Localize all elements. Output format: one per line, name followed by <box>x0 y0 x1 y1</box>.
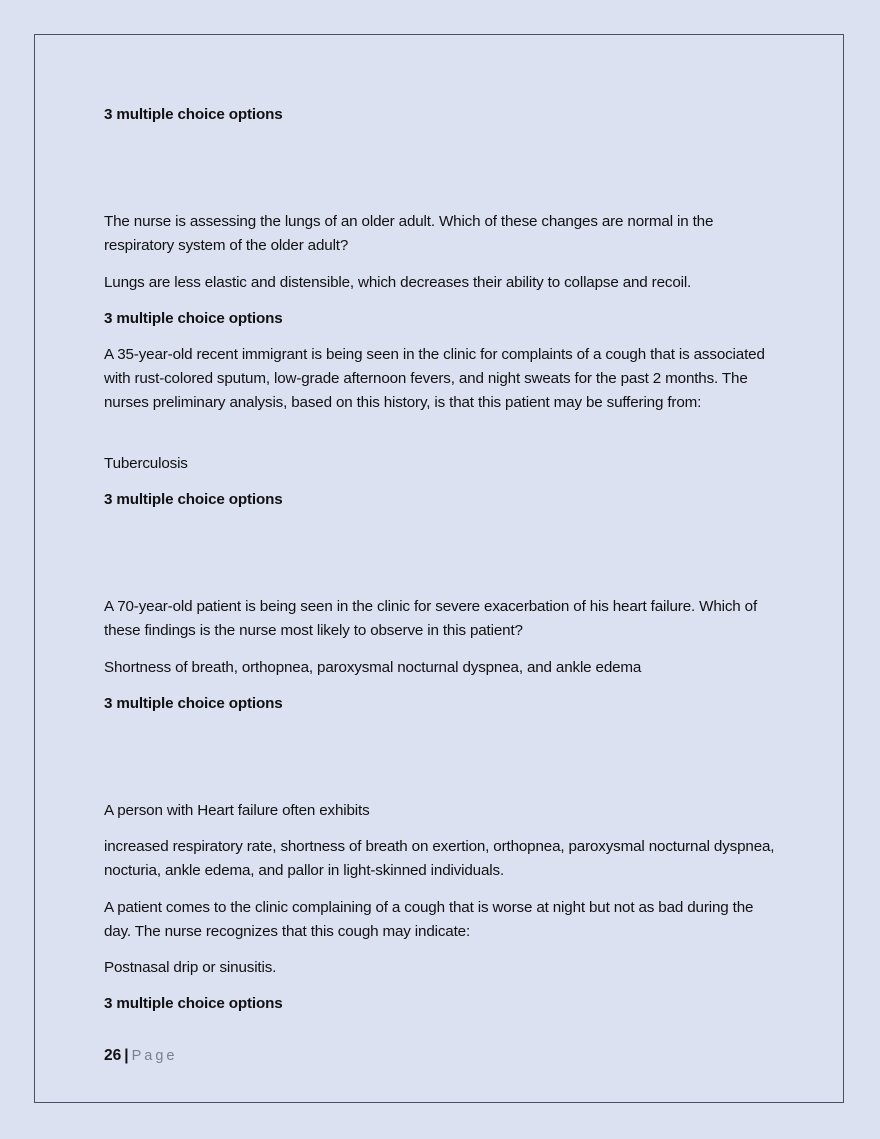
options-label: 3 multiple choice options <box>104 995 283 1012</box>
question-text: A 35-year-old recent immigrant is being seen in the clinic for complaints of a cough that is associated with rust-colored sputum, low-grade afternoon fevers, and night sweats for the past 2 months. The nurses preliminary analysis, based on this history, is that this patient may be suffering from: <box>104 346 765 411</box>
answer-text: Lungs are less elastic and distensible, which decreases their ability to collapse and recoil. <box>104 274 692 291</box>
options-label: 3 multiple choice options <box>104 310 283 327</box>
question-text: The nurse is assessing the lungs of an older adult. Which of these changes are normal in the respiratory system of the older adult? <box>104 213 714 254</box>
answer-text: Tuberculosis <box>104 455 188 472</box>
footer-separator: | <box>124 1047 129 1064</box>
options-label: 3 multiple choice options <box>104 106 283 123</box>
page-footer <box>104 1045 177 1067</box>
answer-text: Shortness of breath, orthopnea, paroxysmal nocturnal dyspnea, and ankle edema <box>104 659 642 676</box>
question-text: A person with Heart failure often exhibits <box>104 802 370 819</box>
answer-text: increased respiratory rate, shortness of breath on exertion, orthopnea, paroxysmal nocturnal dyspnea, nocturia, ankle edema, and pallor in light-skinned individuals. <box>104 838 775 879</box>
question-text: A 70-year-old patient is being seen in the clinic for severe exacerbation of his heart failure. Which of these findings is the nurse most likely to observe in this patient? <box>104 598 758 639</box>
answer-text: Postnasal drip or sinusitis. <box>104 959 277 976</box>
options-label: 3 multiple choice options <box>104 695 283 712</box>
question-text: A patient comes to the clinic complaining of a cough that is worse at night but not as bad during the day. The nurse recognizes that this cough may indicate: <box>104 899 754 940</box>
page-label: Page <box>131 1048 178 1064</box>
page-number: 26 <box>104 1047 122 1064</box>
options-label: 3 multiple choice options <box>104 491 283 508</box>
